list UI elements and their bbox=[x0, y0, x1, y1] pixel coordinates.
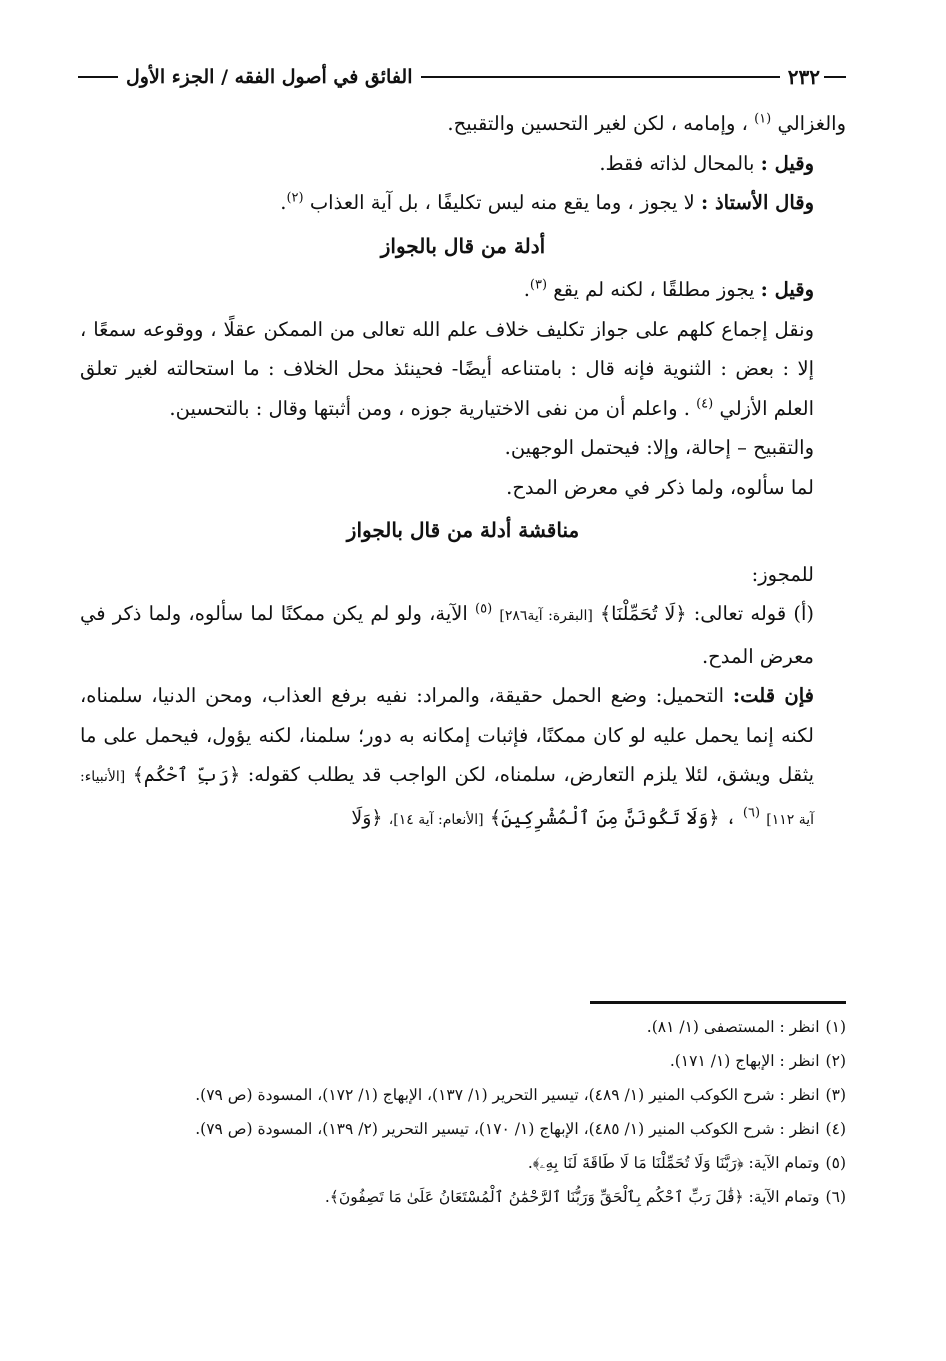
verse-ref-3: [الأنعام: آية ١٤]، bbox=[388, 811, 484, 828]
footnote-number: (٥) bbox=[825, 1154, 846, 1172]
para3-text: التحميل: وضع الحمل حقيقة، والمراد: نفيه برفع العذاب، ومحن الدنيا، سلمناه، لكنه إنما يحمل عليه لو كان ممكنًا، فإثبات إمكانه به دور؛ سلمنا، لكنه يؤول، فيحمل على ما يثقل ويشق، لئلا يلزم التعارض، سلمناه، لكن الواجب قد يطلب كقوله: bbox=[80, 684, 815, 786]
text-line-3: وقال الأستاذ : لا يجوز ، وما يقع منه ليس تكليفًا ، بل آية العذاب $^{(٢)}$. bbox=[280, 190, 814, 214]
footnote-number: (٢) bbox=[825, 1052, 846, 1070]
footnote-text: انظر : المستصفى (١/ ٨١). bbox=[646, 1018, 820, 1036]
section-heading-2: مناقشة أدلة من قال بالجواز bbox=[346, 518, 580, 542]
footnote-ref-4: (٤) bbox=[696, 396, 714, 411]
footnote-separator bbox=[590, 1001, 846, 1004]
para1-b: . واعلم أن من نفى الاختيارية جوزه ، ومن أثبتها وقال : بالتحسين. bbox=[169, 396, 690, 420]
footnote-text: انظر : شرح الكوكب المنير (١/ ٤٨٥)، الإبهاج (١/ ١٧٠)، تيسير التحرير (٢/ ١٣٩)، المسودة (ص ٧٩). bbox=[195, 1120, 820, 1138]
page-number: ٢٣٢ bbox=[787, 65, 820, 89]
text-line-4: وقيل : يجوز مطلقًا ، لكنه لم يقع $^{(٣)}$. bbox=[523, 277, 814, 301]
para1-a: ونقل إجماع كلهم على جواز تكليف خلاف علم الله تعالى من الممكن عقلًا ، ووقوعه سمعًا ، إلا : بعض : الثنوية فإنه قال : بامتناعه أيضًا- فحينئذ محل الخلاف : ما استحالته لغير تعلق العلم الأزلي bbox=[80, 317, 814, 420]
para2-b: الآية، ولو لم يكن ممكنًا لما سألوه، ولما ذكر في معرض المدح. bbox=[80, 602, 814, 668]
footnote-3 bbox=[80, 1078, 846, 1112]
text-l1-rest: ، وإمامه ، لكن لغير التحسين والتقبيح. bbox=[447, 112, 748, 135]
footnote-1 bbox=[80, 1010, 846, 1044]
footnote-number: (٤) bbox=[825, 1120, 846, 1138]
text-line-2 bbox=[80, 144, 846, 184]
text-l4: يجوز مطلقًا ، لكنه لم يقع bbox=[553, 278, 755, 301]
footnote-text: انظر : الإبهاج (١/ ١٧١). bbox=[669, 1052, 820, 1070]
quran-quote-1: ﴿لَا تُحَمِّلْنَا﴾ bbox=[600, 603, 687, 625]
paragraph-2 bbox=[80, 594, 846, 676]
header-rule bbox=[421, 76, 780, 78]
quran-quote-4: ﴿وَلَا bbox=[351, 806, 383, 829]
footnote-number: (١) bbox=[825, 1018, 846, 1036]
main-text bbox=[80, 104, 846, 840]
para3-bold: فإن قلت: bbox=[732, 684, 814, 707]
footnote-4 bbox=[80, 1112, 846, 1146]
text-l1: والغزالي bbox=[777, 112, 846, 135]
footnote-text: وتمام الآية: ﴿رَبَّنَا وَلَا تُحَمِّلْنَا مَا لَا طَاقَةَ لَنَا بِهِۦ﴾. bbox=[527, 1154, 820, 1172]
text-l2: بالمحال لذاته فقط. bbox=[599, 151, 755, 175]
text-l2-bold: وقيل : bbox=[760, 151, 814, 175]
footnotes bbox=[80, 1010, 846, 1214]
para2-a: (أ) قوله تعالى: bbox=[693, 602, 815, 625]
footnote-ref-6: (٦) bbox=[742, 805, 761, 820]
text-line-1 bbox=[80, 104, 846, 144]
text-l3: لا يجوز ، وما يقع منه ليس تكليفًا ، بل آية العذاب bbox=[309, 191, 695, 214]
section-heading-1: أدلة من قال بالجواز bbox=[380, 233, 546, 258]
footnote-6 bbox=[80, 1180, 846, 1214]
footnote-text: انظر : شرح الكوكب المنير (١/ ٤٨٩)، تيسير التحرير (١/ ١٣٧)، الإبهاج (١/ ١٧٢)، المسودة (ص ٧٩). bbox=[195, 1086, 820, 1104]
footnote-ref-3: (٣) bbox=[529, 277, 548, 293]
verse-ref-1: [البقرة: آية٢٨٦] bbox=[499, 608, 593, 624]
footnote-number: (٦) bbox=[825, 1188, 846, 1206]
quran-quote-2: ﴿رَبِّ ٱحْكُم﴾ bbox=[132, 764, 241, 786]
header-dash-right bbox=[824, 76, 846, 78]
footnote-number: (٣) bbox=[825, 1086, 846, 1104]
running-title: الفائق في أصول الفقه / الجزء الأول bbox=[126, 66, 413, 88]
header-dash-left bbox=[78, 76, 118, 78]
text-l4-bold: وقيل : bbox=[760, 278, 814, 301]
footnote-5 bbox=[80, 1146, 846, 1180]
footnote-ref-2: (٢) bbox=[286, 190, 304, 206]
page-header bbox=[78, 62, 846, 92]
footnote-ref-1: (١) bbox=[754, 111, 772, 127]
verse-ref-2: [الأنبياء: آية ١١٢] bbox=[80, 769, 814, 828]
footnote-ref-5: (٥) bbox=[475, 601, 493, 617]
paragraph-1 bbox=[80, 310, 846, 429]
text-line-5: والتقبيح – إحالة، وإلا: فيحتمل الوجهين. bbox=[504, 436, 814, 459]
text-line-7: للمجوز: bbox=[751, 562, 814, 586]
paragraph-3 bbox=[80, 676, 846, 840]
footnote-2 bbox=[80, 1044, 846, 1078]
text-line-6: لما سألوه، ولما ذكر في معرض المدح. bbox=[506, 475, 814, 499]
footnote-text: وتمام الآية: ﴿قَٰلَ رَبِّ ٱحْكُم بِٱلْحَقِّ وَرَبُّنَا ٱلرَّحْمَٰنُ ٱلْمُسْتَعَانُ عَلَىٰ مَا تَصِفُونَ﴾. bbox=[324, 1188, 820, 1206]
text-l3-bold: وقال الأستاذ : bbox=[700, 191, 814, 214]
quran-quote-3: ، ﴿وَلَا تَكُونَنَّ مِنَ ٱلْمُشْرِكِينَ﴾ bbox=[489, 806, 737, 829]
